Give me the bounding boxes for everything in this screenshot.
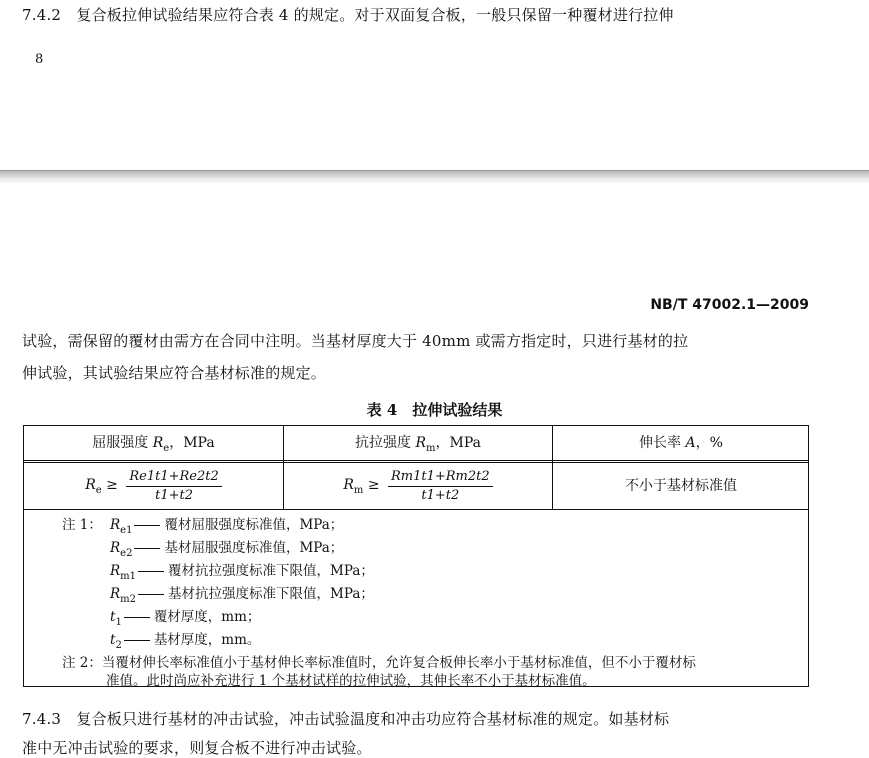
symbol: R (85, 476, 96, 493)
elongation-requirement: 不小于基材标准值 (625, 478, 737, 494)
fraction (126, 469, 221, 504)
note-text: 基材屈服强度标准值，MPa； (164, 540, 344, 556)
note-text: 基材厚度，mm。 (153, 632, 261, 648)
note-text: 覆材厚度，mm； (153, 609, 261, 625)
operator: ≥ (106, 476, 118, 493)
unit: ，MPa (169, 435, 215, 451)
paragraph-7-4-3: 7.4.3 复合板只进行基材的冲击试验，冲击试验温度和冲击功应符合基材标准的规定。如基材标 (22, 710, 670, 728)
subscript: m (426, 443, 436, 454)
note-item (110, 513, 343, 536)
header-text: 伸长率 (639, 435, 686, 451)
note-item (110, 628, 260, 651)
table-rule (24, 460, 808, 461)
denominator: t1+t2 (421, 487, 460, 503)
subscript: m1 (120, 571, 137, 582)
symbol: R (110, 517, 121, 533)
table-caption: 表 4 拉伸试验结果 (366, 401, 503, 419)
header-elongation (553, 426, 809, 460)
subscript: m (353, 484, 364, 496)
subscript: e1 (120, 525, 133, 536)
numerator: Re1t1+Re2t2 (126, 469, 221, 487)
note-item (110, 536, 343, 559)
numerator: Rm1t1+Rm2t2 (388, 469, 493, 487)
subscript: e (163, 443, 170, 454)
symbol: t (110, 609, 116, 625)
symbol: R (110, 586, 121, 602)
em-dash (138, 594, 164, 595)
symbol: R (152, 435, 164, 451)
header-text: 屈服强度 (92, 435, 153, 451)
subscript: e2 (120, 548, 133, 559)
note-text: 覆材抗拉强度标准下限值，MPa； (168, 563, 374, 579)
note-1-label: 注 1： (62, 517, 102, 533)
em-dash (134, 525, 160, 526)
em-dash (138, 571, 164, 572)
em-dash (124, 640, 150, 641)
note-item (110, 559, 374, 582)
operator: ≥ (367, 476, 380, 493)
paragraph-7-4-2: 7.4.2 复合板拉伸试验结果应符合表 4 的规定。对于双面复合板，一般只保留一种覆材进行拉伸 (22, 6, 674, 24)
note-text: 基材抗拉强度标准下限值，MPa； (168, 586, 374, 602)
subscript: 2 (115, 640, 122, 651)
formula-tensile-strength (284, 462, 552, 510)
page-break-divider (0, 170, 869, 183)
formula-yield-strength (24, 462, 283, 510)
header-yield-strength (24, 426, 283, 460)
note-item (110, 605, 260, 628)
symbol: R (110, 540, 121, 556)
note-2-line-1: 注 2：当覆材伸长率标准值小于基材伸长率标准值时，允许复合板伸长率小于基材标准值，但不小于覆材标 (62, 655, 696, 671)
denominator: t1+t2 (155, 487, 193, 503)
subscript: 1 (115, 617, 122, 628)
symbol: t (110, 632, 116, 648)
document-code: NB/T 47002.1—2009 (650, 297, 809, 313)
paragraph-line: 准中无冲击试验的要求，则复合板不进行冲击试验。 (22, 739, 372, 757)
symbol: A (685, 435, 696, 451)
symbol: R (343, 476, 354, 493)
note-text: 覆材屈服强度标准值，MPa； (164, 517, 344, 533)
subscript: m2 (120, 594, 137, 605)
unit: ，MPa (435, 435, 481, 451)
page-number: 8 (35, 52, 44, 67)
header-text: 抗拉强度 (355, 435, 416, 451)
paragraph-line: 伸试验，其试验结果应符合基材标准的规定。 (22, 364, 327, 382)
em-dash (134, 548, 160, 549)
subscript: e (95, 484, 102, 496)
paragraph-line: 试验，需保留的覆材由需方在合同中注明。当基材厚度大于 40mm 或需方指定时，只进行基材的拉 (22, 332, 689, 350)
unit: ，% (695, 435, 723, 451)
header-tensile-strength (284, 426, 552, 460)
symbol: R (415, 435, 427, 451)
note-2-line-2: 准值。此时尚应补充进行 1 个基材试样的拉伸试验，其伸长率不小于基材标准值。 (106, 673, 596, 689)
tensile-results-table (23, 425, 809, 687)
fraction (388, 469, 493, 504)
em-dash (124, 617, 150, 618)
symbol: R (110, 563, 121, 579)
note-item (110, 582, 374, 605)
